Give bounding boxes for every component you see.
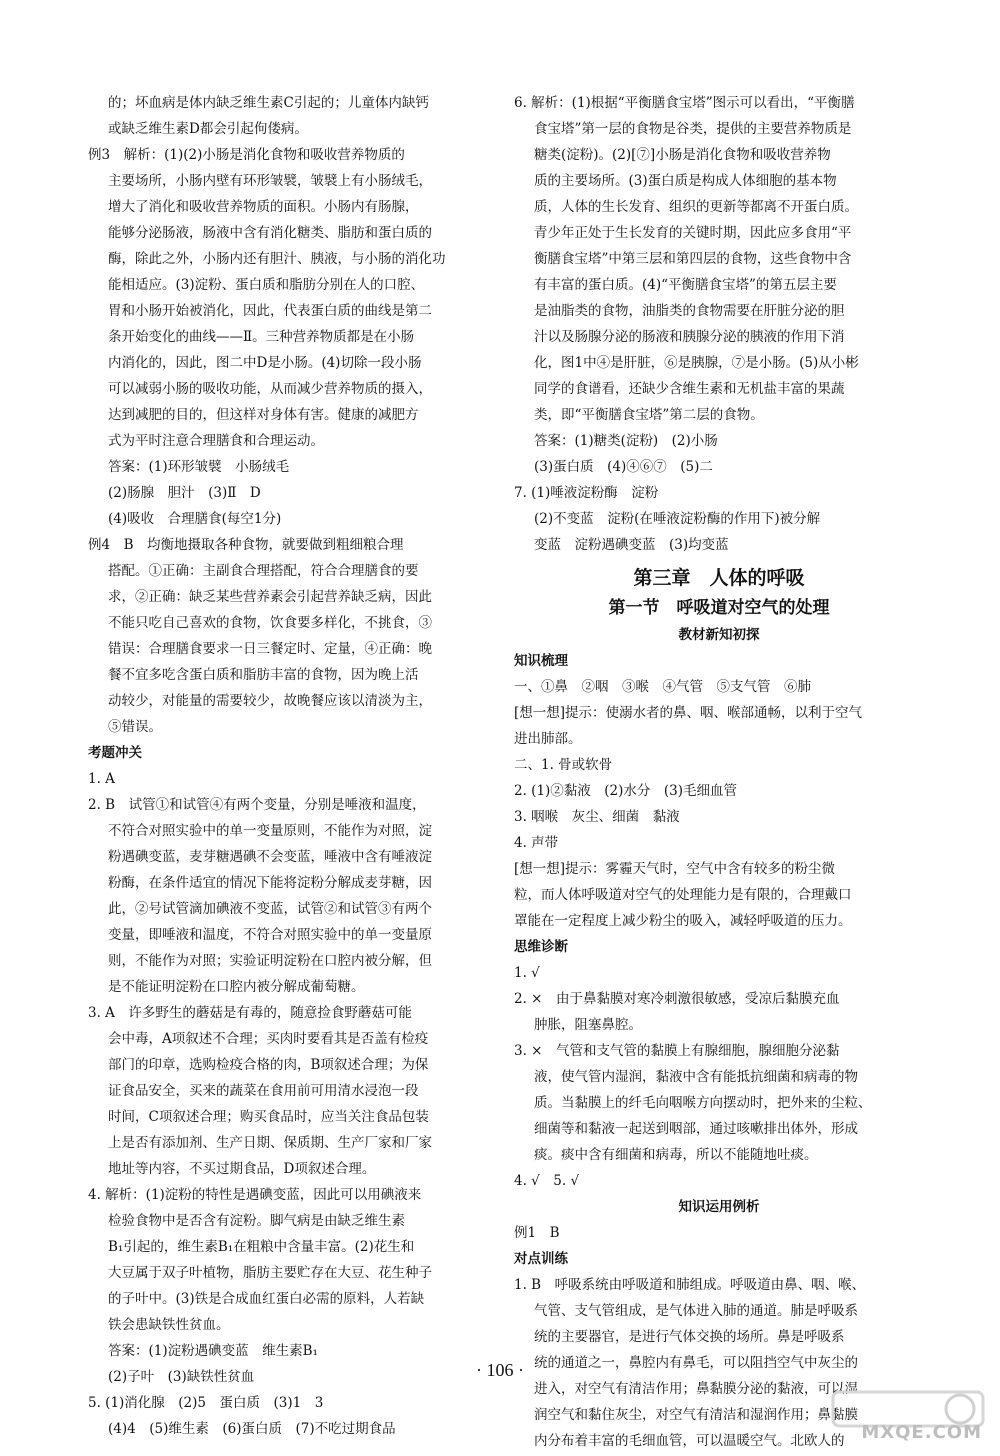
text-line: 则，不能作为对照；实验证明淀粉在口腔内被分解，但 — [108, 953, 432, 969]
text-line: 条开始变化的曲线——Ⅱ。三种营养物质都是在小肠 — [108, 329, 415, 345]
page-number: · 106 · — [476, 1360, 524, 1380]
text-line: 2. B 试管①和试管④有两个变量，分别是唾液和温度， — [88, 797, 426, 813]
text-line: (3)蛋白质 (4)④⑥⑦ (5)二 — [534, 459, 713, 475]
text-line: 会中毒，A项叙述不合理；买肉时要看其是否盖有检疫 — [108, 1031, 429, 1047]
text-line: 错误：合理膳食要求一日三餐定时、定量，④正确：晚 — [108, 641, 432, 657]
text-line: 式为平时注意合理膳食和合理运动。 — [108, 433, 324, 449]
text-line: (4)4 (5)维生素 (6)蛋白质 (7)不吃过期食品 — [108, 1421, 396, 1437]
text-line: 液，使气管内湿润，黏液中含有能抵抗细菌和病毒的物 — [534, 1069, 858, 1085]
text-line: 气管、支气管组成，是气体进入肺的通道。肺是呼吸系 — [534, 1303, 858, 1319]
text-line: 知识梳理 — [514, 653, 568, 669]
text-line: 铁会患缺铁性贫血。 — [108, 1317, 230, 1333]
text-line: 部门的印章，选购检疫合格的肉，B项叙述合理；为保 — [108, 1057, 429, 1073]
text-line: 变蓝 淀粉遇碘变蓝 (3)均变蓝 — [534, 537, 729, 553]
text-line: 答案：(1)淀粉遇碘变蓝 维生素B₁ — [108, 1343, 318, 1359]
text-line: 不能只吃自己喜欢的食物，饮食要多样化，不挑食，③ — [108, 615, 432, 631]
text-line: 变量，即唾液和温度，不符合对照实验中的单一变量原 — [108, 927, 432, 943]
text-line: 质。当黏膜上的纤毛向咽喉方向摆动时，把外来的尘粒、 — [534, 1095, 872, 1111]
text-line: 的子叶中。(3)铁是合成血红蛋白必需的原料，人若缺 — [108, 1291, 425, 1307]
text-line: 能够分泌肠液，肠液中含有消化糖类、脂肪和蛋白质的 — [108, 225, 432, 241]
text-line: 质的主要场所。(3)蛋白质是构成人体细胞的基本物 — [534, 173, 837, 189]
text-line: 质，人体的生长发育、组织的更新等都离不开蛋白质。 — [534, 199, 858, 215]
text-line: 化，图1中④是肝脏，⑥是胰腺，⑦是小肠。(5)从小彬 — [534, 355, 859, 371]
text-line: 例4 B 均衡地摄取各种食物，就要做到粗细粮合理 — [88, 537, 404, 553]
text-line: 是油脂类的食物，油脂类的食物需要在肝脏分泌的胆 — [534, 303, 845, 319]
text-line: 地址等内容，不买过期食品，D项叙述合理。 — [108, 1161, 376, 1177]
text-line: 增大了消化和吸收营养物质的面积。小肠内有肠腺， — [108, 199, 419, 215]
text-line: 主要场所，小肠内壁有环形皱襞，皱襞上有小肠绒毛， — [108, 173, 432, 189]
text-line: 达到减肥的目的，但这样对身体有害。健康的减肥方 — [108, 407, 419, 423]
text-line: 例1 B — [514, 1225, 560, 1241]
text-line: 进出肺部。 — [514, 731, 582, 747]
text-line: 衡膳食宝塔”中第三层和第四层的食物，这些食物中含 — [534, 251, 852, 267]
text-line: (2)肠腺 胆汁 (3)Ⅱ D — [108, 485, 261, 501]
text-line: 检验食物中是否含有淀粉。脚气病是由缺乏维生素 — [108, 1213, 405, 1229]
text-line: 青少年正处于生长发育的关键时期，因此应多食用“平 — [534, 225, 852, 241]
text-line: 4. √ 5. √ — [514, 1173, 580, 1189]
text-line: (2)子叶 (3)缺铁性贫血 — [108, 1369, 255, 1385]
text-line: 3. A 许多野生的蘑菇是有毒的，随意捡食野蘑菇可能 — [88, 1005, 412, 1021]
text-line: 大豆属于双子叶植物，脂肪主要贮存在大豆、花生种子 — [108, 1265, 432, 1281]
text-line: 例3 解析：(1)(2)小肠是消化食物和吸收营养物质的 — [88, 147, 405, 163]
text-line: 糖类(淀粉)。(2)[⑦]小肠是消化食物和吸收营养物 — [534, 147, 831, 163]
text-line: 或缺乏维生素D都会引起佝偻病。 — [108, 121, 308, 137]
text-line: 内消化的，因此，图二中D是小肠。(4)切除一段小肠 — [108, 355, 422, 371]
text-line: 2. × 由于鼻黏膜对寒冷刺激很敏感，受凉后黏膜充血 — [514, 991, 840, 1007]
right-column-bottom — [514, 648, 924, 1454]
text-line: 可以减弱小肠的吸收功能，从而减少营养物质的摄入， — [108, 381, 432, 397]
text-line: 餐不宜多吃含蛋白质和脂肪丰富的食物，因为晚上活 — [108, 667, 419, 683]
text-line: 一、①鼻 ②咽 ③喉 ④气管 ⑤支气管 ⑥肺 — [514, 679, 811, 695]
text-line: 类，即“平衡膳食宝塔”第二层的食物。 — [534, 407, 764, 423]
right-column-top — [514, 90, 924, 558]
text-line: 此，②号试管滴加碘液不变蓝，试管②和试管③有两个 — [108, 901, 432, 917]
watermark-text: MXQE.COM — [861, 1422, 982, 1443]
text-line: 4. 解析：(1)淀粉的特性是遇碘变蓝，因此可以用碘液来 — [88, 1187, 422, 1203]
text-line: 3. 咽喉 灰尘、细菌 黏液 — [514, 809, 680, 825]
text-line: 3. × 气管和支气管的黏膜上有腺细胞，腺细胞分泌黏 — [514, 1043, 840, 1059]
text-line: 动较少，对能量的需要较少，故晚餐应该以清淡为主， — [108, 693, 432, 709]
text-line: 同学的食谱看，还缺少含维生素和无机盐丰富的果蔬 — [534, 381, 845, 397]
text-line: B₁引起的，维生素B₁在粗粮中含量丰富。(2)花生和 — [108, 1239, 415, 1255]
text-line: 内分布着丰富的毛细血管，可以温暖空气。北欧人的 — [534, 1433, 845, 1449]
text-line: 7. (1)唾液淀粉酶 淀粉 — [514, 485, 659, 501]
text-line: 考题冲关 — [88, 745, 142, 761]
text-line: ⑤错误。 — [108, 719, 162, 735]
left-column — [88, 90, 488, 1442]
text-line: (2)不变蓝 淀粉(在唾液淀粉酶的作用下)被分解 — [534, 511, 821, 527]
text-line: 5. (1)消化腺 (2)5 蛋白质 (3)1 3 — [88, 1395, 324, 1411]
text-line: 的；坏血病是体内缺乏维生素C引起的；儿童体内缺钙 — [108, 95, 429, 111]
text-line: 不符合对照实验中的单一变量原则，不能作为对照，淀 — [108, 823, 432, 839]
text-line: 进入，对空气有清洁作用；鼻黏膜分泌的黏液，可以湿 — [534, 1381, 858, 1397]
text-line: 有丰富的蛋白质。(4)“平衡膳食宝塔”的第五层主要 — [534, 277, 837, 293]
text-line: 1. B 呼吸系统由呼吸道和肺组成。呼吸道由鼻、咽、喉、 — [514, 1277, 866, 1293]
text-line: 酶，除此之外，小肠内还有胆汁、胰液，与小肠的消化功 — [108, 251, 446, 267]
text-line: [想一想]提示：雾霾天气时，空气中含有较多的粉尘微 — [514, 861, 836, 877]
text-line: 1. √ — [514, 965, 540, 981]
section-title: 第一节 呼吸道对空气的处理 — [608, 598, 830, 618]
text-line: 胃和小肠开始被消化，因此，代表蛋白质的曲线是第二 — [108, 303, 432, 319]
text-line: 2. (1)②黏液 (2)水分 (3)毛细血管 — [514, 783, 738, 799]
text-line: 汁以及肠腺分泌的肠液和胰腺分泌的胰液的作用下消 — [534, 329, 845, 345]
text-line: 统的主要器官，是进行气体交换的场所。鼻是呼吸系 — [534, 1329, 845, 1345]
text-line: 搭配。①正确：主副食合理搭配，符合合理膳食的要 — [108, 563, 419, 579]
text-line: 粉酶，在条件适宜的情况下能将淀粉分解成麦芽糖，因 — [108, 875, 432, 891]
text-line: 答案：(1)糖类(淀粉) (2)小肠 — [534, 433, 718, 449]
text-line: 粒，而人体呼吸道对空气的处理能力是有限的，合理戴口 — [514, 887, 852, 903]
text-line: 求，②正确：缺乏某些营养素会引起营养缺乏病，因此 — [108, 589, 432, 605]
text-line: 食宝塔”第一层的食物是谷类，提供的主要营养物质是 — [534, 121, 852, 137]
text-line: 对点训练 — [514, 1251, 568, 1267]
text-line: 1. A — [88, 771, 115, 787]
text-line: 上是否有添加剂、生产日期、保质期、生产厂家和厂家 — [108, 1135, 432, 1151]
text-line: 4. 声带 — [514, 835, 559, 851]
text-line: 知识运用例析 — [678, 1199, 760, 1215]
text-line: (4)吸收 合理膳食(每空1分) — [108, 511, 282, 527]
right-column — [514, 90, 924, 1454]
text-line: 二、1. 骨或软骨 — [514, 757, 613, 773]
text-line: 时间，C项叙述合理；购买食品时，应当关注食品包装 — [108, 1109, 429, 1125]
text-line: 证食品安全，买来的蔬菜在食用前可用清水浸泡一段 — [108, 1083, 419, 1099]
text-line: 是不能证明淀粉在口腔内被分解成葡萄糖。 — [108, 979, 365, 995]
text-line: 答案：(1)环形皱襞 小肠绒毛 — [108, 459, 290, 475]
text-line: 润空气和黏住灰尘，对空气有清洁和湿润作用；鼻黏膜 — [534, 1407, 858, 1423]
subsection-title: 教材新知初探 — [678, 627, 760, 643]
text-line: 能相适应。(3)淀粉、蛋白质和脂肪分别在人的口腔、 — [108, 277, 425, 293]
text-line: 统的通道之一，鼻腔内有鼻毛，可以阻挡空气中灰尘的 — [534, 1355, 858, 1371]
text-line: 肿胀，阻塞鼻腔。 — [534, 1017, 642, 1033]
text-line: 6. 解析：(1)根据“平衡膳食宝塔”图示可以看出，“平衡膳 — [514, 95, 855, 111]
text-line: 思维诊断 — [514, 939, 568, 955]
text-line: 粉遇碘变蓝，麦芽糖遇碘不会变蓝，唾液中含有唾液淀 — [108, 849, 432, 865]
text-line: 痰。痰中含有细菌和病毒，所以不能随地吐痰。 — [534, 1147, 818, 1163]
text-line: 细菌等和黏液一起送到咽部，通过咳嗽排出体外，形成 — [534, 1121, 858, 1137]
chapter-title: 第三章 人体的呼吸 — [633, 567, 805, 589]
text-line: [想一想]提示：使溺水者的鼻、咽、喉部通畅，以利于空气 — [514, 705, 863, 721]
text-line: 罩能在一定程度上减少粉尘的吸入，减轻呼吸道的压力。 — [514, 913, 852, 929]
